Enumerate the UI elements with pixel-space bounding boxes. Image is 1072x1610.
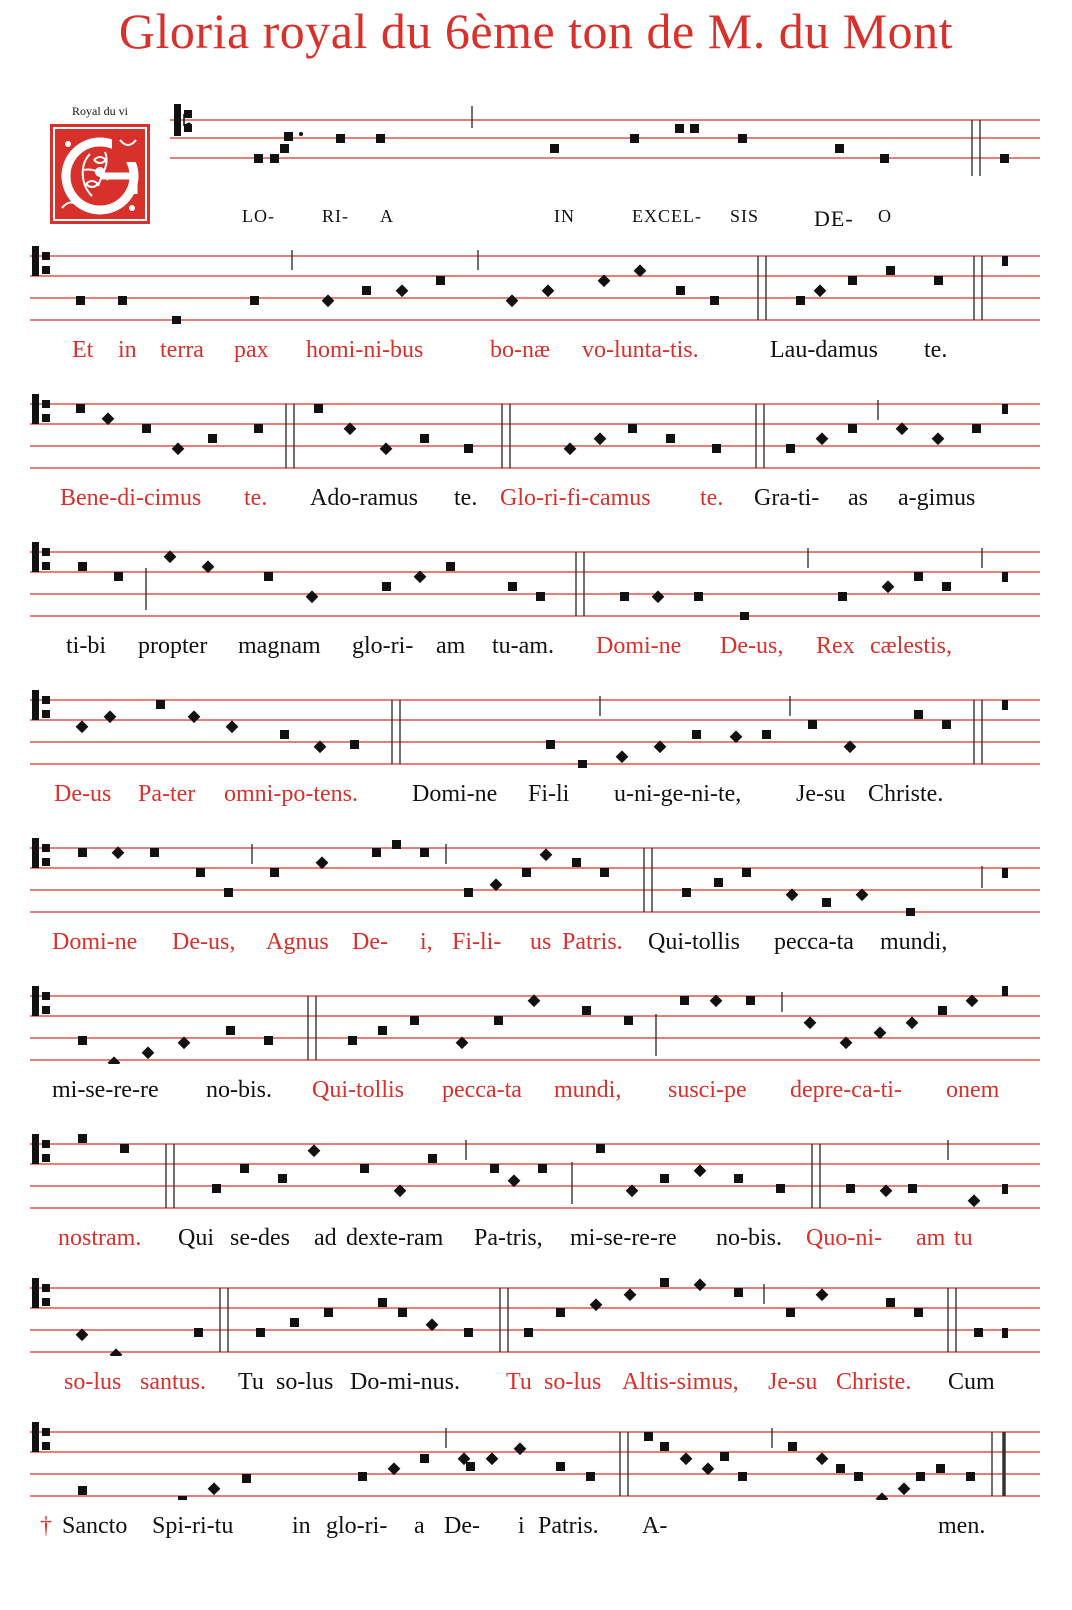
- lyrics-line: [30, 781, 1040, 815]
- chant-system: [30, 1276, 1040, 1394]
- word: De-us,: [172, 929, 236, 955]
- do-clef-icon: [32, 1134, 50, 1164]
- word: Do-mi-nus.: [350, 1369, 460, 1395]
- word: no-bis.: [206, 1077, 272, 1103]
- word: Je-su: [768, 1369, 818, 1395]
- do-clef-icon: [32, 394, 50, 424]
- word: Domi-ne: [412, 781, 498, 807]
- word: Sancto: [62, 1513, 128, 1539]
- word: pecca-ta: [442, 1077, 522, 1103]
- staff: [30, 1420, 1040, 1500]
- chant-system: [30, 836, 1040, 954]
- lyrics-line: [30, 929, 1040, 963]
- staff: [170, 96, 1040, 176]
- mode-label: Royal du vi: [72, 104, 128, 118]
- word: dexte-ram: [346, 1225, 444, 1251]
- word: onem: [946, 1077, 1000, 1103]
- staff: [30, 836, 1040, 916]
- word: bo-næ: [490, 337, 550, 363]
- do-clef-icon: [32, 246, 50, 276]
- word: am: [916, 1225, 946, 1251]
- syllable: A: [380, 206, 394, 226]
- word: depre-ca-ti-: [790, 1077, 902, 1103]
- word: Glo-ri-fi-camus: [500, 485, 651, 511]
- word: Quo-ni-: [806, 1225, 882, 1251]
- lyrics-line: [30, 1077, 1040, 1111]
- word: so-lus: [544, 1369, 602, 1395]
- word: Patris.: [538, 1513, 599, 1539]
- word: Pa-ter: [138, 781, 196, 807]
- syllable: IN: [554, 206, 575, 226]
- word: Domi-ne: [596, 633, 682, 659]
- word: De-: [444, 1513, 480, 1539]
- staff: [30, 1132, 1040, 1212]
- word: men.: [938, 1513, 986, 1539]
- word: Cum: [948, 1369, 995, 1395]
- word: omni-po-tens.: [224, 781, 358, 807]
- syllable: LO-: [242, 206, 275, 226]
- word: homi-ni-bus: [306, 337, 424, 363]
- word: vo-lunta-tis.: [582, 337, 699, 363]
- word: nostram.: [58, 1225, 142, 1251]
- word: mundi,: [554, 1077, 622, 1103]
- word: a-gimus: [898, 485, 976, 511]
- syllable: DE-: [814, 206, 854, 231]
- word: tu: [954, 1225, 973, 1251]
- word: as: [848, 485, 868, 511]
- word: Christe.: [836, 1369, 912, 1395]
- word: tu-am.: [492, 633, 554, 659]
- word: am: [436, 633, 466, 659]
- word: Altis-simus,: [622, 1369, 739, 1395]
- word: i: [518, 1513, 525, 1539]
- word: De-us,: [720, 633, 784, 659]
- chant-system: [30, 244, 1040, 362]
- word: Fi-li: [528, 781, 570, 807]
- word: Spi-ri-tu: [152, 1513, 234, 1539]
- word: pax: [234, 337, 269, 363]
- staff: [30, 244, 1040, 324]
- word: pecca-ta: [774, 929, 854, 955]
- page-title: Gloria royal du 6ème ton de M. du Mont: [118, 3, 954, 59]
- word: Je-su: [796, 781, 846, 807]
- word: us: [530, 929, 552, 955]
- lyrics-line: [30, 633, 1040, 667]
- chant-system: [30, 392, 1040, 510]
- syllable: EXCEL-: [632, 206, 702, 226]
- word: Qui: [178, 1225, 214, 1251]
- word: in: [292, 1513, 311, 1539]
- word: Gra-ti-: [754, 485, 820, 511]
- word: susci-pe: [668, 1077, 747, 1103]
- chant-system: [30, 1132, 1040, 1250]
- syllable: O: [878, 206, 892, 226]
- lyrics-line: [30, 1225, 1040, 1259]
- word: Agnus: [266, 929, 329, 955]
- word: in: [118, 337, 137, 363]
- staff: [30, 984, 1040, 1064]
- word: glo-ri-: [326, 1513, 388, 1539]
- word: Rex: [816, 633, 855, 659]
- word: ti-bi: [66, 633, 106, 659]
- word: te.: [244, 485, 268, 511]
- word: Qui-tollis: [312, 1077, 405, 1103]
- word: i,: [420, 929, 433, 955]
- word: Bene-di-cimus: [60, 485, 202, 511]
- lyrics-line: [30, 337, 1040, 371]
- word: Qui-tollis: [648, 929, 741, 955]
- word: te.: [924, 337, 948, 363]
- word: Et: [72, 337, 94, 363]
- do-clef-icon: [32, 690, 50, 720]
- chant-system: [30, 540, 1040, 658]
- word: cælestis,: [870, 633, 952, 659]
- word: Patris.: [562, 929, 623, 955]
- word: glo-ri-: [352, 633, 414, 659]
- do-clef-icon: [32, 542, 50, 572]
- do-clef-icon: [32, 986, 50, 1016]
- word: A-: [642, 1513, 668, 1539]
- word: terra: [160, 337, 204, 363]
- word: te.: [454, 485, 478, 511]
- word: te.: [700, 485, 724, 511]
- word: mi-se-re-re: [570, 1225, 677, 1251]
- staff: [30, 1276, 1040, 1356]
- asterisk-symbol: †: [40, 1513, 52, 1539]
- word: Ado-ramus: [310, 485, 418, 511]
- chant-system: [30, 984, 1040, 1102]
- chant-system: [30, 688, 1040, 806]
- syllable: SIS: [730, 206, 760, 226]
- word: ad: [314, 1225, 337, 1251]
- word: so-lus: [64, 1369, 122, 1395]
- word: Fi-li-: [452, 929, 502, 955]
- staff: [30, 540, 1040, 620]
- chant-system: [30, 1420, 1040, 1538]
- lyrics-line: [30, 1369, 1040, 1403]
- word: Pa-tris,: [474, 1225, 543, 1251]
- lyrics-line: [30, 1513, 1040, 1547]
- chant-system: [30, 96, 1040, 231]
- lyrics-line: [30, 206, 1040, 240]
- lyrics-line: [30, 485, 1040, 519]
- word: u-ni-ge-ni-te,: [614, 781, 742, 807]
- syllable: RI-: [322, 206, 349, 226]
- word: magnam: [238, 633, 321, 659]
- word: Domi-ne: [52, 929, 138, 955]
- word: Tu: [506, 1369, 532, 1395]
- word: mi-se-re-re: [52, 1077, 159, 1103]
- word: no-bis.: [716, 1225, 782, 1251]
- staff: [30, 392, 1040, 472]
- word: Lau-damus: [770, 337, 878, 363]
- do-clef-icon: [32, 1422, 50, 1452]
- word: De-: [352, 929, 388, 955]
- do-clef-icon: [32, 838, 50, 868]
- do-clef-icon: [32, 1278, 50, 1308]
- word: De-us: [54, 781, 112, 807]
- word: so-lus: [276, 1369, 334, 1395]
- word: mundi,: [880, 929, 948, 955]
- word: se-des: [230, 1225, 290, 1251]
- word: Christe.: [868, 781, 944, 807]
- staff: [30, 688, 1040, 768]
- word: Tu: [238, 1369, 264, 1395]
- word: a: [414, 1513, 425, 1539]
- word: propter: [138, 633, 208, 659]
- word: santus.: [140, 1369, 206, 1395]
